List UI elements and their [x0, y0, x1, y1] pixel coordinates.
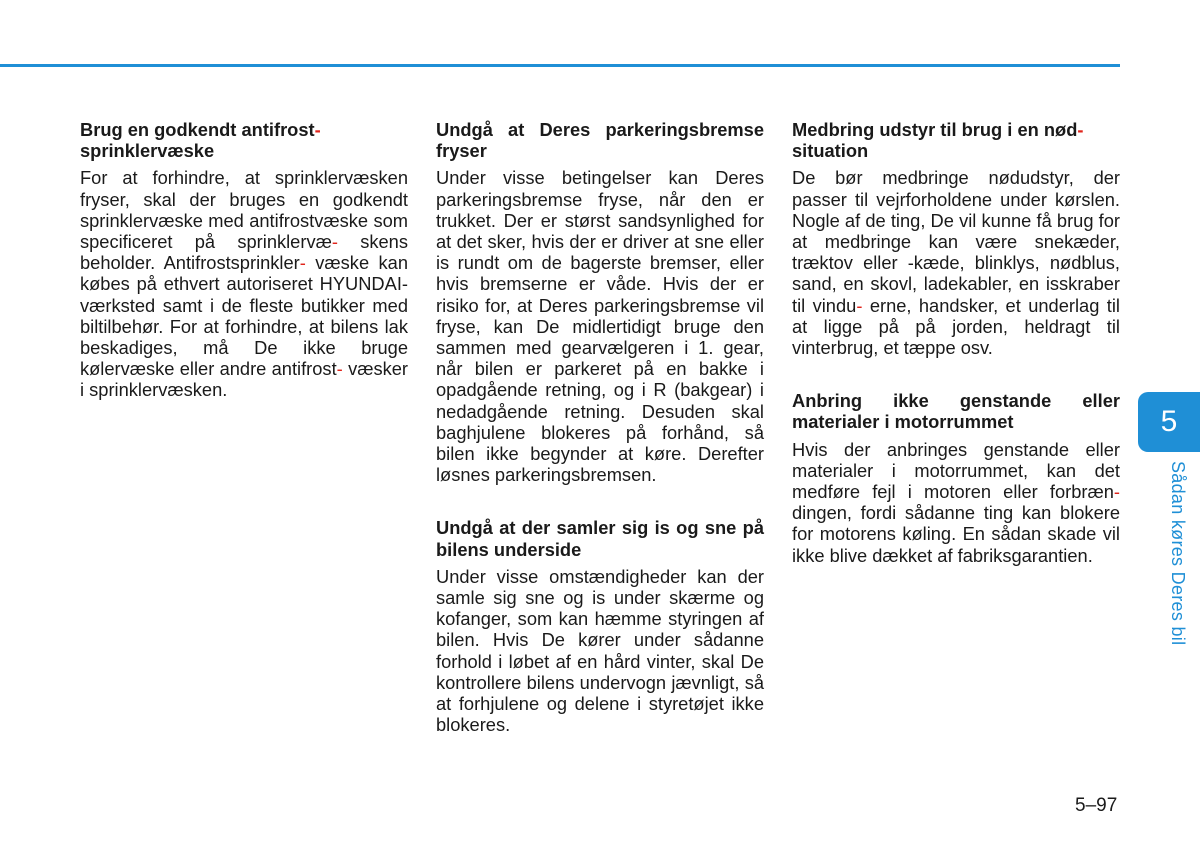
column-middle: [436, 119, 764, 767]
section-body: De bør medbringe nødudstyr, der passer til vejrforholdene under kørslen. Nogle af de ting, De vil kunne få brug for at medbringe kan være snekæder, træktov eller -kæde, blinklys, nødblus, sand, en skovl, ladekabler, en isskraber til vindu- erne, handsker, et underlag til at ligge på på jorden, heldragt til vinterbrug, et tæppe osv.: [792, 167, 1120, 359]
section-body: Under visse omstændigheder kan der samle sig sne og is under skærme og kofanger, som kan hæmme styringen af bilen. Hvis De kører under sådanne forhold i løbet af en hård vinter, skal De kontrollere bilens undervogn jævnligt, så at forhjulene og delene i styretøjet ikke blokeres.: [436, 565, 764, 736]
hyphen: -: [856, 294, 863, 316]
top-rule: [0, 64, 1120, 67]
chapter-title: Sådan køres Deres bil: [1168, 461, 1188, 646]
section-heading: Brug en godkendt antifrost- sprinklervæske: [80, 119, 321, 162]
section-body: Under visse betingelser kan Deres parkeringsbremse fryse, når den er trukket. Der er størst sandsynlighed for at det sker, hvis der er driver at sne eller is rundt om de bagerste bremser, eller hvis bremserne er våde. Hvis der er risiko for, at Deres parkeringsbremse vil fryse, kan De midlertidigt bruge den sammen med gearvælgeren i 1. gear, når bilen er parkeret på en bakke i opadgående retning, og i R (bakgear) i nedadgående retning. Desuden skal baghjulene blokeres på forhånd, så bilen ikke begynder at køre. Derefter løsnes parkeringsbremsen.: [436, 167, 764, 486]
section-body: For at forhindre, at sprinklervæsken fryser, skal der bruges en godkendt sprinklervæske med antifrostvæske som specificeret på sprinklervæ- skens beholder. Antifrostsprinkler- væske kan købes på ethvert autoriseret HYUNDAI-værksted samt i de fleste butikker med biltilbehør. For at forhindre, at bilens lak beskadiges, må De ikke bruge kølervæske eller andre antifrost- væsker i sprinklervæsken.: [80, 167, 408, 401]
section-antifrost-washer-fluid: [80, 119, 408, 401]
section-parking-brake-freeze: [436, 119, 764, 485]
hyphen: -: [314, 119, 321, 140]
section-heading: Anbring ikke genstande eller materialer i motorrummet: [792, 390, 1120, 433]
hyphen: -: [1113, 481, 1120, 503]
page-number: 5–97: [1075, 795, 1118, 816]
column-right: [792, 119, 1120, 598]
hyphen: -: [331, 231, 338, 253]
column-left: [80, 119, 408, 433]
section-ice-snow-underbody: [436, 517, 764, 735]
hyphen: -: [299, 252, 306, 274]
section-engine-compartment-objects: [792, 390, 1120, 566]
chapter-number-tab: 5: [1138, 392, 1200, 452]
section-emergency-equipment: [792, 119, 1120, 358]
hyphen: -: [336, 358, 343, 380]
section-body: Hvis der anbringes genstande eller materialer i motorrummet, kan det medføre fejl i motoren eller forbræn- dingen, fordi sådanne ting kan blokere for motorens køling. En sådan skade vil ikke blive dækket af fabriksgarantien.: [792, 438, 1120, 566]
section-heading: Undgå at Deres parkeringsbremse fryser: [436, 119, 764, 162]
section-heading: Undgå at der samler sig is og sne på bilens underside: [436, 517, 764, 560]
section-heading: Medbring udstyr til brug i en nød- situation: [792, 119, 1084, 162]
hyphen: -: [1077, 119, 1084, 140]
